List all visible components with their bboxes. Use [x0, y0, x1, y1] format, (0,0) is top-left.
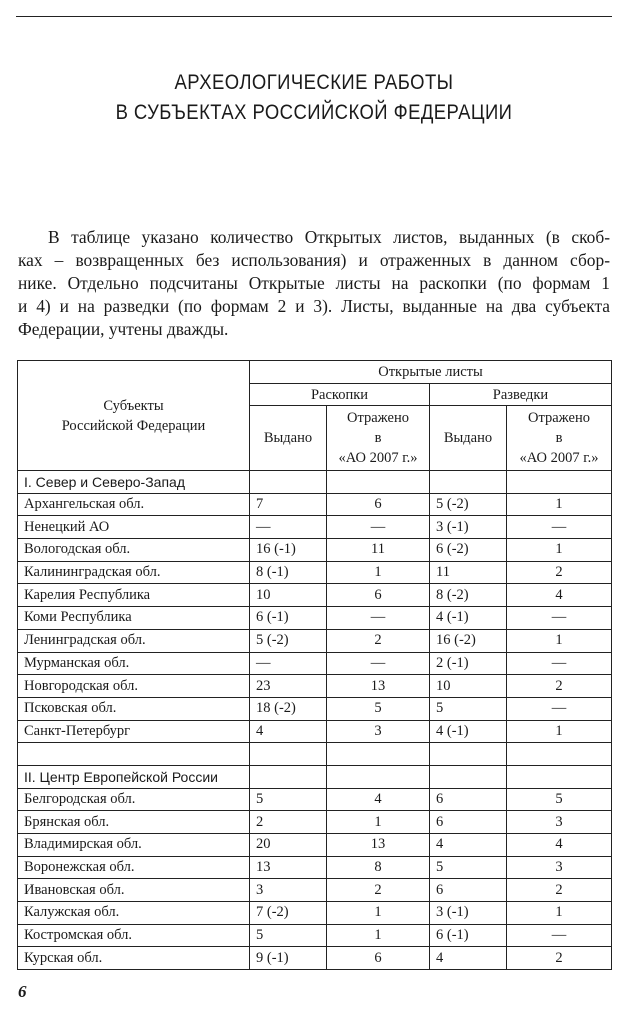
cell-sur-issued: 2 (-1) — [430, 652, 507, 675]
open-sheets-header: Открытые листы — [250, 361, 612, 384]
cell-exc-issued: 9 (-1) — [250, 947, 327, 970]
empty-cell — [430, 743, 507, 766]
intro-line: Федерации, учтены дважды. — [18, 319, 229, 339]
cell-exc-issued: 13 — [250, 856, 327, 879]
region-name: Ленинградская обл. — [18, 629, 250, 652]
cell-exc-issued: 7 — [250, 493, 327, 516]
cell-exc-reflected: 1 — [327, 902, 430, 925]
intro-line: нике. Отдельно подсчитаны Открытые листы на раскопки (по формам 1 — [18, 273, 610, 293]
intro-line: ках – возвращенных без использования) и отраженных в данном сбор- — [18, 250, 610, 270]
cell-exc-reflected: 8 — [327, 856, 430, 879]
cell-exc-reflected: 2 — [327, 629, 430, 652]
table-row — [18, 652, 612, 675]
cell-sur-issued: 6 — [430, 788, 507, 811]
cell-exc-reflected: 1 — [327, 811, 430, 834]
cell-sur-issued: 11 — [430, 561, 507, 584]
cell-sur-reflected: — — [507, 697, 612, 720]
region-name: Карелия Республика — [18, 584, 250, 607]
empty-cell — [250, 765, 327, 788]
region-name: Коми Республика — [18, 607, 250, 630]
empty-cell — [327, 765, 430, 788]
cell-exc-reflected: 2 — [327, 879, 430, 902]
reflected-header-line-1: Отражено — [347, 410, 409, 426]
cell-exc-reflected: 5 — [327, 697, 430, 720]
surveys-reflected-header — [507, 406, 612, 471]
page-title-line-1: АРХЕОЛОГИЧЕСКИЕ РАБОТЫ — [174, 71, 454, 94]
cell-sur-reflected: 3 — [507, 811, 612, 834]
table-row — [18, 834, 612, 857]
empty-cell — [430, 471, 507, 494]
region-name: Белгородская обл. — [18, 788, 250, 811]
cell-sur-issued: 6 — [430, 879, 507, 902]
subjects-header-line-1: Субъекты — [103, 397, 164, 414]
region-name: Архангельская обл. — [18, 493, 250, 516]
section-title: I. Север и Северо-Запад — [18, 471, 250, 494]
region-name: Владимирская обл. — [18, 834, 250, 857]
intro-paragraph — [18, 226, 610, 341]
cell-exc-reflected: — — [327, 516, 430, 539]
excavations-header: Раскопки — [250, 384, 430, 406]
cell-exc-reflected: 6 — [327, 493, 430, 516]
excavations-reflected-header — [327, 406, 430, 471]
cell-sur-issued: 10 — [430, 675, 507, 698]
region-name: Ненецкий АО — [18, 516, 250, 539]
table-row — [18, 788, 612, 811]
open-sheets-table — [17, 360, 612, 970]
cell-sur-issued: 4 (-1) — [430, 720, 507, 743]
cell-sur-reflected: 5 — [507, 788, 612, 811]
cell-sur-reflected: 3 — [507, 856, 612, 879]
cell-sur-reflected: 2 — [507, 675, 612, 698]
cell-sur-issued: 3 (-1) — [430, 902, 507, 925]
section-title: II. Центр Европейской России — [18, 765, 250, 788]
reflected-header-line-2: в — [374, 430, 382, 446]
excavations-issued-header: Выдано — [250, 406, 327, 471]
table-row — [18, 561, 612, 584]
cell-sur-reflected: 4 — [507, 834, 612, 857]
cell-exc-reflected: 13 — [327, 834, 430, 857]
table-row — [18, 493, 612, 516]
spacer-row — [18, 743, 612, 766]
cell-exc-issued: 5 — [250, 788, 327, 811]
cell-exc-issued: 18 (-2) — [250, 697, 327, 720]
cell-exc-reflected: 13 — [327, 675, 430, 698]
cell-exc-issued: 8 (-1) — [250, 561, 327, 584]
region-name: Воронежская обл. — [18, 856, 250, 879]
reflected-header-line-2: в — [555, 430, 563, 446]
cell-exc-issued: 7 (-2) — [250, 902, 327, 925]
table-row — [18, 675, 612, 698]
cell-exc-reflected: 4 — [327, 788, 430, 811]
cell-sur-reflected: 1 — [507, 493, 612, 516]
region-name: Новгородская обл. — [18, 675, 250, 698]
cell-exc-reflected: 11 — [327, 539, 430, 562]
cell-sur-reflected: — — [507, 607, 612, 630]
cell-sur-issued: 3 (-1) — [430, 516, 507, 539]
cell-sur-issued: 4 — [430, 834, 507, 857]
table-row — [18, 811, 612, 834]
top-rule — [16, 16, 612, 17]
cell-exc-reflected: 1 — [327, 561, 430, 584]
region-name: Брянская обл. — [18, 811, 250, 834]
cell-exc-issued: 20 — [250, 834, 327, 857]
page-title — [38, 68, 591, 128]
table-row — [18, 879, 612, 902]
intro-line: и 4) и на разведки (по формам 2 и 3). Листы, выданные на два субъекта — [18, 296, 610, 316]
reflected-header-line-3: «АО 2007 г.» — [519, 450, 599, 466]
cell-sur-issued: 16 (-2) — [430, 629, 507, 652]
cell-exc-reflected: 3 — [327, 720, 430, 743]
empty-cell — [18, 743, 250, 766]
cell-exc-issued: 5 (-2) — [250, 629, 327, 652]
region-name: Псковская обл. — [18, 697, 250, 720]
empty-cell — [250, 743, 327, 766]
table-row — [18, 720, 612, 743]
cell-sur-issued: 4 — [430, 947, 507, 970]
cell-sur-reflected: 1 — [507, 539, 612, 562]
cell-sur-issued: 4 (-1) — [430, 607, 507, 630]
cell-sur-issued: 5 (-2) — [430, 493, 507, 516]
region-name: Санкт-Петербург — [18, 720, 250, 743]
subjects-header — [18, 361, 250, 471]
region-name: Калужская обл. — [18, 902, 250, 925]
region-name: Ивановская обл. — [18, 879, 250, 902]
region-name: Мурманская обл. — [18, 652, 250, 675]
cell-sur-issued: 6 — [430, 811, 507, 834]
reflected-header-line-3: «АО 2007 г.» — [338, 450, 418, 466]
cell-sur-issued: 5 — [430, 856, 507, 879]
section-header-row — [18, 471, 612, 494]
table-body — [18, 471, 612, 970]
cell-sur-issued: 6 (-1) — [430, 924, 507, 947]
cell-sur-reflected: — — [507, 516, 612, 539]
table-row — [18, 947, 612, 970]
cell-exc-issued: 6 (-1) — [250, 607, 327, 630]
cell-exc-issued: 10 — [250, 584, 327, 607]
table-row — [18, 924, 612, 947]
surveys-header: Разведки — [430, 384, 612, 406]
intro-line: В таблице указано количество Открытых листов, выданных (в скоб- — [48, 227, 610, 247]
cell-exc-reflected: — — [327, 607, 430, 630]
table-row — [18, 607, 612, 630]
cell-exc-issued: 2 — [250, 811, 327, 834]
empty-cell — [327, 471, 430, 494]
cell-sur-issued: 8 (-2) — [430, 584, 507, 607]
cell-sur-reflected: 4 — [507, 584, 612, 607]
cell-exc-issued: — — [250, 652, 327, 675]
cell-exc-issued: 16 (-1) — [250, 539, 327, 562]
table-row — [18, 584, 612, 607]
cell-exc-issued: 4 — [250, 720, 327, 743]
subjects-header-line-2: Российской Федерации — [61, 417, 206, 434]
cell-exc-issued: 3 — [250, 879, 327, 902]
region-name: Курская обл. — [18, 947, 250, 970]
region-name: Костромская обл. — [18, 924, 250, 947]
cell-exc-reflected: 6 — [327, 947, 430, 970]
cell-sur-reflected: 1 — [507, 902, 612, 925]
cell-sur-reflected: 1 — [507, 720, 612, 743]
cell-exc-reflected: 1 — [327, 924, 430, 947]
reflected-header-line-1: Отражено — [528, 410, 590, 426]
table-row — [18, 856, 612, 879]
cell-exc-reflected: — — [327, 652, 430, 675]
cell-sur-reflected: 2 — [507, 561, 612, 584]
table-row — [18, 539, 612, 562]
cell-exc-reflected: 6 — [327, 584, 430, 607]
cell-sur-reflected: 2 — [507, 879, 612, 902]
region-name: Вологодская обл. — [18, 539, 250, 562]
cell-sur-reflected: — — [507, 652, 612, 675]
section-header-row — [18, 765, 612, 788]
cell-sur-issued: 6 (-2) — [430, 539, 507, 562]
empty-cell — [327, 743, 430, 766]
cell-sur-reflected: 1 — [507, 629, 612, 652]
cell-sur-issued: 5 — [430, 697, 507, 720]
empty-cell — [507, 765, 612, 788]
empty-cell — [507, 743, 612, 766]
cell-exc-issued: — — [250, 516, 327, 539]
region-name: Калининградская обл. — [18, 561, 250, 584]
table-row — [18, 902, 612, 925]
empty-cell — [430, 765, 507, 788]
empty-cell — [507, 471, 612, 494]
table-row — [18, 629, 612, 652]
empty-cell — [250, 471, 327, 494]
cell-sur-reflected: — — [507, 924, 612, 947]
table-row — [18, 697, 612, 720]
surveys-issued-header: Выдано — [430, 406, 507, 471]
cell-exc-issued: 23 — [250, 675, 327, 698]
cell-exc-issued: 5 — [250, 924, 327, 947]
page-number: 6 — [18, 982, 27, 1001]
table-row — [18, 516, 612, 539]
page-title-line-2: В СУБЪЕКТАХ РОССИЙСКОЙ ФЕДЕРАЦИИ — [115, 101, 513, 124]
cell-sur-reflected: 2 — [507, 947, 612, 970]
